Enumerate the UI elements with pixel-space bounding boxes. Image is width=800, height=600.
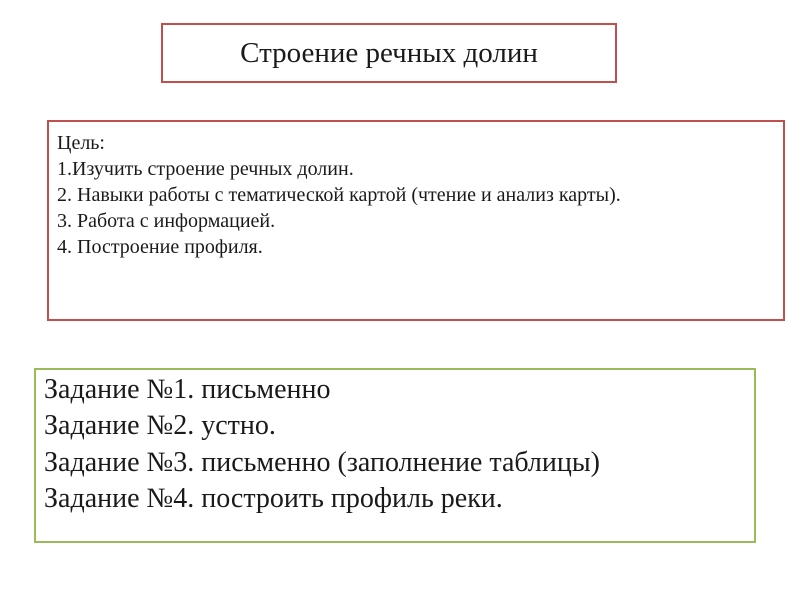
goal-item: 4. Построение профиля. — [57, 236, 263, 258]
goal-box — [47, 120, 785, 321]
goal-item: 2. Навыки работы с тематической картой (чтение и анализ карты). — [57, 184, 621, 206]
task-item: Задание №4. построить профиль реки. — [44, 483, 503, 515]
goal-item: 1.Изучить строение речных долин. — [57, 158, 354, 180]
task-item: Задание №2. устно. — [44, 410, 276, 442]
slide-title-box — [161, 23, 617, 83]
goal-item: 3. Работа с информацией. — [57, 210, 276, 232]
task-item: Задание №3. письменно (заполнение таблицы) — [44, 446, 600, 478]
task-item: Задание №1. письменно — [44, 374, 331, 405]
tasks-box — [34, 368, 756, 543]
slide-title: Строение речных долин — [240, 36, 538, 69]
goal-heading: Цель: — [57, 132, 105, 154]
